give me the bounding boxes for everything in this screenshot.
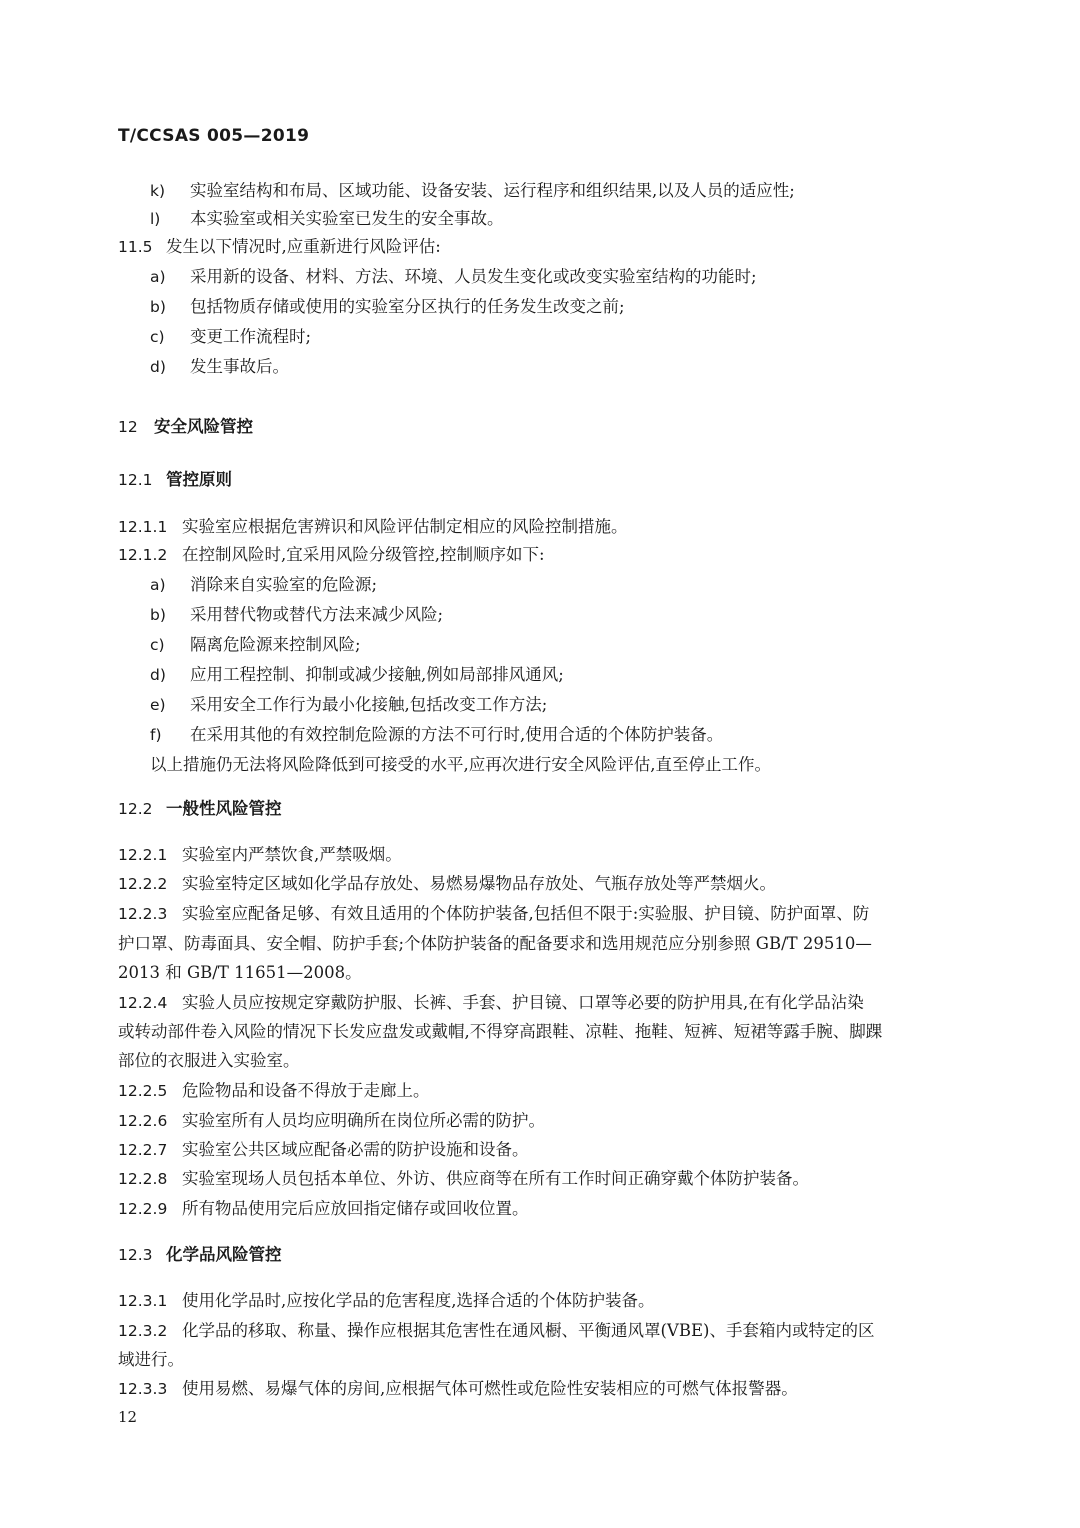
clause-number: 11.5 xyxy=(118,238,153,256)
list-item-a xyxy=(150,264,757,290)
section-number: 12.2 xyxy=(118,800,153,818)
clause-12-2-6 xyxy=(118,1108,545,1134)
list-item-f xyxy=(150,722,723,748)
section-heading-12 xyxy=(118,414,253,440)
clause-text: 化学品的移取、称量、操作应根据其危害性在通风橱、平衡通风罩(VBE)、手套箱内或特定的区 xyxy=(182,1321,875,1340)
section-title: 化学品风险管控 xyxy=(166,1245,282,1264)
item-label: d) xyxy=(150,358,166,376)
item-text: 变更工作流程时; xyxy=(190,327,312,346)
clause-text-continued: 域进行。 xyxy=(118,1350,184,1369)
section-heading-12-2 xyxy=(118,796,282,822)
clause-text: 实验室所有人员均应明确所在岗位所必需的防护。 xyxy=(182,1111,545,1130)
item-label: c) xyxy=(150,328,165,346)
item-label: l) xyxy=(150,210,161,228)
clause-number: 12.2.5 xyxy=(118,1082,168,1100)
item-text: 隔离危险源来控制风险; xyxy=(190,635,361,654)
section-title: 一般性风险管控 xyxy=(166,799,282,818)
list-item-a xyxy=(150,572,377,598)
clause-text-continued: 2013 和 GB/T 11651—2008。 xyxy=(118,963,362,982)
clause-text: 实验室公共区域应配备必需的防护设施和设备。 xyxy=(182,1140,529,1159)
clause-number: 12.1.1 xyxy=(118,518,168,536)
clause-number: 12.2.1 xyxy=(118,846,168,864)
clause-text: 使用化学品时,应按化学品的危害程度,选择合适的个体防护装备。 xyxy=(182,1291,655,1310)
clause-12-2-9 xyxy=(118,1196,529,1222)
item-text: 包括物质存储或使用的实验室分区执行的任务发生改变之前; xyxy=(190,297,625,316)
item-text: 实验室结构和布局、区域功能、设备安装、运行程序和组织结果,以及人员的适应性; xyxy=(190,181,795,200)
clause-number: 12.2.6 xyxy=(118,1112,168,1130)
section-title: 安全风险管控 xyxy=(154,417,253,436)
clause-12-3-2 xyxy=(118,1318,874,1344)
item-text: 应用工程控制、抑制或减少接触,例如局部排风通风; xyxy=(190,665,564,684)
clause-12-2-3 xyxy=(118,901,869,927)
clause-text: 实验室现场人员包括本单位、外访、供应商等在所有工作时间正确穿戴个体防护装备。 xyxy=(182,1169,809,1188)
page-number: 12 xyxy=(118,1408,138,1426)
list-item-c xyxy=(150,324,311,350)
item-label: k) xyxy=(150,182,166,200)
note-paragraph: 以上措施仍无法将风险降低到可接受的水平,应再次进行安全风险评估,直至停止工作。 xyxy=(150,755,771,774)
clause-12-1-2 xyxy=(118,542,545,568)
list-item-b xyxy=(150,294,625,320)
clause-text: 发生以下情况时,应重新进行风险评估: xyxy=(166,237,441,256)
clause-text: 实验人员应按规定穿戴防护服、长裤、手套、护目镜、口罩等必要的防护用具,在有化学品沾染 xyxy=(182,993,864,1012)
item-label: a) xyxy=(150,576,166,594)
item-label: b) xyxy=(150,298,166,316)
section-number: 12.3 xyxy=(118,1246,153,1264)
item-label: c) xyxy=(150,636,165,654)
item-text: 采用新的设备、材料、方法、环境、人员发生变化或改变实验室结构的功能时; xyxy=(190,267,757,286)
clause-number: 12.2.4 xyxy=(118,994,168,1012)
list-item-c xyxy=(150,632,361,658)
clause-text: 实验室特定区域如化学品存放处、易燃易爆物品存放处、气瓶存放处等严禁烟火。 xyxy=(182,874,776,893)
clause-number: 12.2.8 xyxy=(118,1170,168,1188)
item-text: 采用安全工作行为最小化接触,包括改变工作方法; xyxy=(190,695,548,714)
clause-12-2-5 xyxy=(118,1078,430,1104)
item-label: d) xyxy=(150,666,166,684)
clause-number: 12.2.3 xyxy=(118,905,168,923)
clause-number: 12.1.2 xyxy=(118,546,168,564)
clause-text-continued: 或转动部件卷入风险的情况下长发应盘发或戴帽,不得穿高跟鞋、凉鞋、拖鞋、短裤、短裙等露手腕、脚踝 xyxy=(118,1022,883,1041)
clause-11-5 xyxy=(118,234,441,260)
list-item-e xyxy=(150,692,547,718)
list-item-d xyxy=(150,662,564,688)
item-text: 在采用其他的有效控制危险源的方法不可行时,使用合适的个体防护装备。 xyxy=(190,725,724,744)
clause-number: 12.2.9 xyxy=(118,1200,168,1218)
clause-text-continued: 部位的衣服进入实验室。 xyxy=(118,1051,300,1070)
clause-number: 12.2.7 xyxy=(118,1141,168,1159)
item-label: b) xyxy=(150,606,166,624)
clause-12-2-2 xyxy=(118,871,776,897)
clause-text: 实验室应根据危害辨识和风险评估制定相应的风险控制措施。 xyxy=(182,517,628,536)
document-code: T/CCSAS 005—2019 xyxy=(118,126,310,146)
item-label: f) xyxy=(150,726,162,744)
clause-12-2-4 xyxy=(118,990,864,1016)
clause-text-continued: 护口罩、防毒面具、安全帽、防护手套;个体防护装备的配备要求和选用规范应分别参照 GB/T 29510— xyxy=(118,934,872,953)
list-item-k xyxy=(150,178,795,204)
clause-12-3-1 xyxy=(118,1288,655,1314)
clause-number: 12.2.2 xyxy=(118,875,168,893)
item-label: e) xyxy=(150,696,166,714)
list-item-b xyxy=(150,602,443,628)
clause-number: 12.3.2 xyxy=(118,1322,168,1340)
section-heading-12-3 xyxy=(118,1242,282,1268)
section-number: 12 xyxy=(118,418,138,436)
list-item-d xyxy=(150,354,289,380)
clause-number: 12.3.3 xyxy=(118,1380,168,1398)
list-item-l xyxy=(150,206,504,232)
clause-12-2-8 xyxy=(118,1166,809,1192)
clause-text: 使用易燃、易爆气体的房间,应根据气体可燃性或危险性安装相应的可燃气体报警器。 xyxy=(182,1379,798,1398)
clause-text: 实验室内严禁饮食,严禁吸烟。 xyxy=(182,845,402,864)
clause-12-1-1 xyxy=(118,514,628,540)
clause-text: 所有物品使用完后应放回指定储存或回收位置。 xyxy=(182,1199,529,1218)
clause-text: 危险物品和设备不得放于走廊上。 xyxy=(182,1081,430,1100)
section-heading-12-1 xyxy=(118,467,232,493)
clause-12-2-1 xyxy=(118,842,402,868)
item-text: 消除来自实验室的危险源; xyxy=(190,575,378,594)
item-text: 采用替代物或替代方法来减少风险; xyxy=(190,605,444,624)
item-text: 本实验室或相关实验室已发生的安全事故。 xyxy=(190,209,504,228)
clause-text: 实验室应配备足够、有效且适用的个体防护装备,包括但不限于:实验服、护目镜、防护面罩、防 xyxy=(182,904,870,923)
clause-12-3-3 xyxy=(118,1376,798,1402)
item-text: 发生事故后。 xyxy=(190,357,289,376)
section-title: 管控原则 xyxy=(166,470,232,489)
section-number: 12.1 xyxy=(118,471,153,489)
clause-12-2-7 xyxy=(118,1137,529,1163)
item-label: a) xyxy=(150,268,166,286)
clause-text: 在控制风险时,宜采用风险分级管控,控制顺序如下: xyxy=(182,545,545,564)
clause-number: 12.3.1 xyxy=(118,1292,168,1310)
